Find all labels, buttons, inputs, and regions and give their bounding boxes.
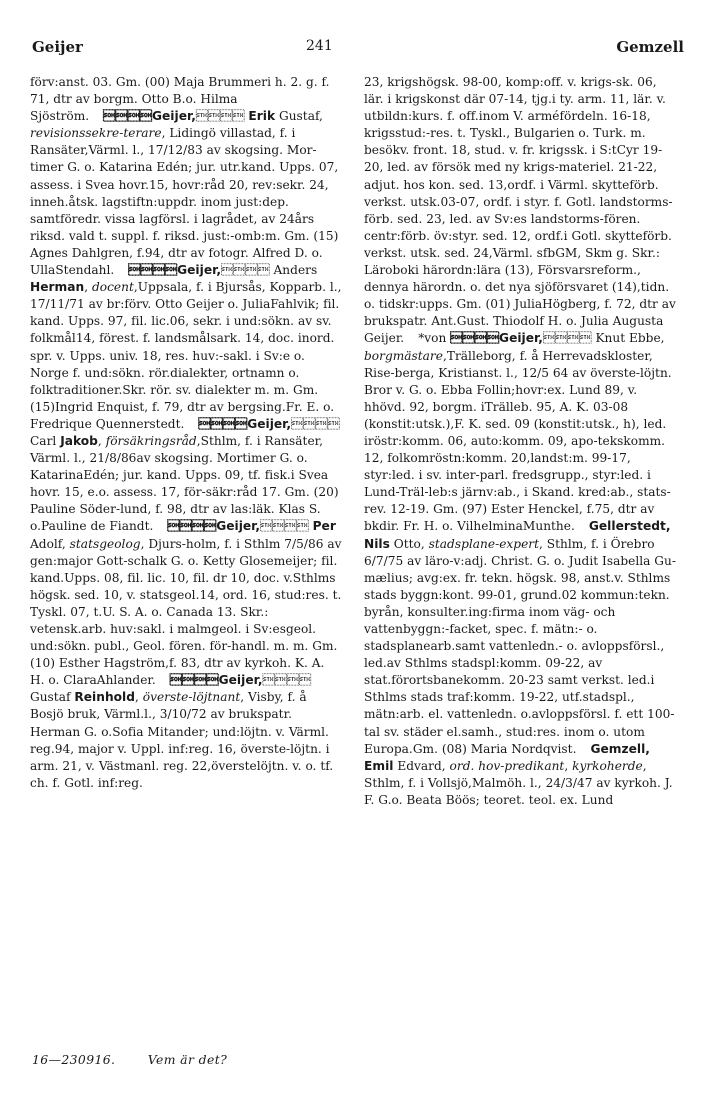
text-line: 14, förest. f. landsmålsark. 14, doc. i [75,331,302,346]
text-line: av skogsing. Mortimer G. o. Katarina [30,451,308,483]
text-line: Geijer, Gustaf Reinhold, överste- [30,673,312,705]
text-line: lund, f. 98, dtr av las:läk. Klas S. o. [30,502,321,534]
text-line: förortsbanekomm. 20-23 samt verkst. led. [391,673,651,688]
text-line: 15, hovr:råd 20, rev:sekr. 24, inneh. [30,177,329,209]
text-line: leb:s järnv:ab., i Skand. kred:ab., stats- [428,485,671,500]
text-line: i Svea hovr. 15, e.o. assess. 17, för- [30,468,329,500]
text-line: Värml. l., 17/12/83 av skogsing. Mor- [88,143,317,158]
text-line: geol. und:sökn. publ., Geol. fören. för- [30,622,317,654]
text-line: Ahlander. [96,673,156,688]
text-line: Sthlm, f. i Ransäter, Värml. l., 21/8/86 [30,433,324,466]
text-line: löjtn. Bror v. G. o. Ebba Follin; [364,365,672,397]
text-line: inom V. arméfördeln. 16-18, krigsstud:- [364,109,651,141]
text-line: Stendahl. [55,263,115,278]
text-line: Gemzell, Emil Edvard, ord. hov- [364,741,650,773]
text-line: röstr:komm. 06, auto:komm. 09, apo- [367,433,598,448]
text-line: Trälleborg, f. å Herrevadskloster, Rise- [364,348,653,380]
text-line: o. Beata Böös; teoret. teol. ex. Lund [391,792,614,807]
text-line: Munthe. [522,519,575,534]
text-line: parl. fredsgrupp., styr:led. i Lund-Träl- [364,468,651,500]
text-line: i Sthlms stads traf:komm. 19-22, utf. [364,673,655,705]
text-line: löjtn. i arm. 21, v. Västmanl. reg. 22, [30,741,330,773]
text-line: materiel. 21-22, adjut. hos kon. sed. 13, [364,160,658,192]
text-line: Gellerstedt, Nils Otto, stadsplane- [364,519,671,551]
text-line: Uppsala, f. i Bjursås, Kopparb. l., 17/ [30,280,342,312]
running-head-right: Gemzell [616,38,684,56]
text-line: 14, ord. 16, stud:res. t. Tyskl. 07, t. [30,587,342,619]
text-line: Malmöh. l., 24/3/47 av kyrkoh. J. F. G. [364,775,673,807]
text-line: timer G. o. Katarina Edén; jur. utr. [30,160,242,175]
text-line: expert, Sthlm, f. i Örebro 6/7/75 av läro- [364,536,655,568]
text-line: års riksd. vald t. suppl. f. riksd. just:- [30,211,315,243]
text-line: Geijer, Per Adolf, statsgeolog, Djurs- [30,519,336,551]
text-line: 02 kommun:tekn. byrån, konsulter. [364,587,670,619]
right-column [364,74,678,809]
text-line: förv:anst. 03. Gm. (00) Maja Brummer [30,75,268,89]
text-line: säkr:råd 17. Gm. (20) Pauline Söder- [30,485,339,517]
text-line: 23, krigshögsk. 98-00, komp:off. v. krigs- [364,75,616,89]
text-line: nord. spr. v. Upps. univ. 18, res. huv:- [30,331,335,363]
text-line: 06, sekr. i und:sökn. av sv. folkmål [30,314,332,346]
text-line: Sthlms högsk. sed. 10, v. statsgeol. [30,570,336,602]
text-line: terare, Lidingö villastad, f. i Ransäter, [30,126,296,158]
text-line: Upps. 08, fil. lic. 10, fil. dr 10, doc. v. [64,570,293,585]
text-line: res. t. Tyskl., Bulgarien o. Turk. m. besök [364,126,646,158]
text-line: handl. m. m. Gm. (10) Esther Hagström, [30,639,338,671]
text-line: holm, f. i Sthlm 7/5/86 av gen:major Gott- [30,536,342,568]
text-line: 03-07, ordf. i styr. f. Gotl. landstorms- [440,194,673,209]
text-line: Gust. Thiodolf H. o. Julia Augusta Geijer. [364,314,664,346]
left-column [30,74,342,792]
text-line: o. Hilma Sjöström. [30,92,238,124]
text-line: rev. 12-19. Gm. (97) Ester Henckel, f. [364,502,595,517]
text-line: Cyr 19-20, led. av försök med ny krigs- [364,143,663,175]
text-line: Fr. E. o. Fredrique Quennerstedt. [30,399,335,431]
text-line: tekskomm. 12, folkomröstn:komm. 20, [364,433,666,466]
text-line: Geijer, Erik Gustaf, revisionssekre- [30,109,323,141]
text-line: 94, major v. Uppl. inf:reg. 16, överste- [54,741,291,756]
text-line: ing:firma inom väg- och vattenbyggn:- [364,604,616,636]
text-line: löjtnant, Visby, f. å Bosjö bruk, Värml. [30,690,307,722]
text-line: omb:m. Gm. (15) Agnes Dahlgren, f. [30,228,339,260]
text-line: av Sthlms stadspl:komm. 09-22, av stat. [364,656,603,688]
text-line: sk. 06, lär. i krigskonst där 07-14, tjg. [364,75,657,107]
text-line: stadspl., mätn:arb. el. vattenledn. o. [364,690,635,722]
text-line: fören. centr:förb. öv:styr. sed. 12, ordf. [364,211,641,243]
text-line: U. S. A. o. Canada 13. Skr.: vetensk. [30,604,269,636]
text-line: Värml. sfbGM, Skm g. Skr.: Lärobok [364,245,660,278]
text-line: i ty. arm. 11, lär. v. utbildn:kurs. f. off. [364,92,666,124]
text-line: kand. Upps. 07, assess. i Svea hovr. [30,160,339,192]
text-line: Trälleb. 95, A. K. 03-08 (konstit:utsk.), [364,399,629,431]
text-line: arb. huv:sakl. i malmgeol. i Sv:es [81,622,286,636]
text-line: predikant, kyrkoherde, Sthlm, f. i Vollsjö, [364,758,647,790]
text-line: landst:m. 99-17, styr:led. i sv. inter- [364,451,631,483]
text-line: v. front. 18, stud. v. fr. krigssk. i S:t [399,143,617,158]
text-line: Ingrid Enquist, f. 79, dtr av bergsing. [55,399,286,414]
text-line: v. Sthlms stads byggn:kont. 99-01, grund. [364,570,671,602]
text-line: tidn. o. tidskr:upps. Gm. (01) Julia [364,280,670,312]
text-line: sakl. i Sv:e o. Norge f. und:sökn. rör. [30,348,305,380]
text-line: 94, dtr av fotogr. Alfred D. o. Ulla [30,245,323,278]
text-line: Högberg, f. 72, dtr av brukspatr. Ant. [364,297,676,329]
text-line: hovr:ex. Lund 89, v. hhövd. 92, borgm. i [364,382,638,414]
text-line: i härordn:lära (13), Försvarsreform., den [364,263,641,295]
text-line: 75, dtr av bkdir. Fr. H. o. Vilhelmina [364,502,655,534]
text-line: v:adj. Christ. G. o. Judit Isabella Gu- [453,553,676,568]
text-line: förb. sed. 23, led. av Sv:es landstorms- [364,211,604,226]
text-line: f. 83, dtr av kyrkoh. K. A. H. o. Clara [30,656,325,688]
text-line: åtsk. lagstiftn:uppdr. inom just:dep. samt [30,194,289,226]
text-line: schalk G. o. Ketty Glosemeijer; fil. kand. [30,553,338,585]
text-line: 11/71 av br:förv. Otto Geijer o. Julia [49,297,271,312]
text-line: Edén; jur. kand. Upps. 09, tf. fisk. [83,468,291,483]
text-line: Fahlvik; fil. kand. Upps. 97, fil. lic. [30,297,340,329]
text-line: Skr. rör. sv. dialekter m. m. Gm. (15) [30,382,319,414]
text-line: nya härordn. o. det nya sjöförsvaret (14), [386,280,641,295]
text-line: berga, Kristianst. l., 12/5 64 av överste- [394,365,641,380]
text-line: i Gotl. skytteförb. verkst. utsk. sed. 24, [364,228,672,260]
text-line: överstelöjtn. v. o. tf. ch. f. Gotl. inf:reg. [30,758,334,790]
text-line: Pauline de Fiandt. [41,519,154,534]
text-line: ordf. i Värml. skytteförb. verkst. utsk. [364,177,659,209]
running-head-left: Geijer [32,38,83,56]
text-line: facket, spec. f. mätn:- o. stadsplanearb. [364,622,598,654]
text-line: Sofia Mitander; und:löjtn. v. Värml. reg. [30,724,329,756]
text-line: Geijer, Carl Jakob, försäkringsråd, [30,416,340,448]
text-line: avloppsförsl. f. ett 100-tal sv. städer el. [364,707,675,739]
text-line: l., 3/10/72 av brukspatr. Herman G. o. [30,707,292,739]
text-line: Gm. (08) Maria Nordqvist. [412,741,577,756]
text-line: dialekter, ortnamn o. folktraditioner. [30,365,300,397]
text-line: samt vattenledn.- o. avloppsförsl., led. [364,639,665,671]
printer-code: 16—230916. [32,1052,116,1067]
text-line: Geijer, Anders Herman, docent, [30,263,318,295]
book-title: Vem är det? [147,1052,228,1067]
text-line: samh., stud:res. inom o. utom Europa. [364,724,645,756]
text-line: mælius; avg:ex. fr. tekn. högsk. 98, anst. [364,570,615,585]
page-footer [32,1052,227,1067]
text-line: i h. 2. g. f. 71, dtr av borgm. Otto B. [30,75,330,107]
text-line: föredr. vissa lagförsl. i lagrådet, av 24 [59,211,295,226]
text-line: F. K. sed. 09 (konstit:utsk., h), led. i [364,416,667,448]
text-line: *von Geijer, Knut Ebbe, borgmästare, [364,331,665,363]
page-number: 241 [306,38,333,54]
